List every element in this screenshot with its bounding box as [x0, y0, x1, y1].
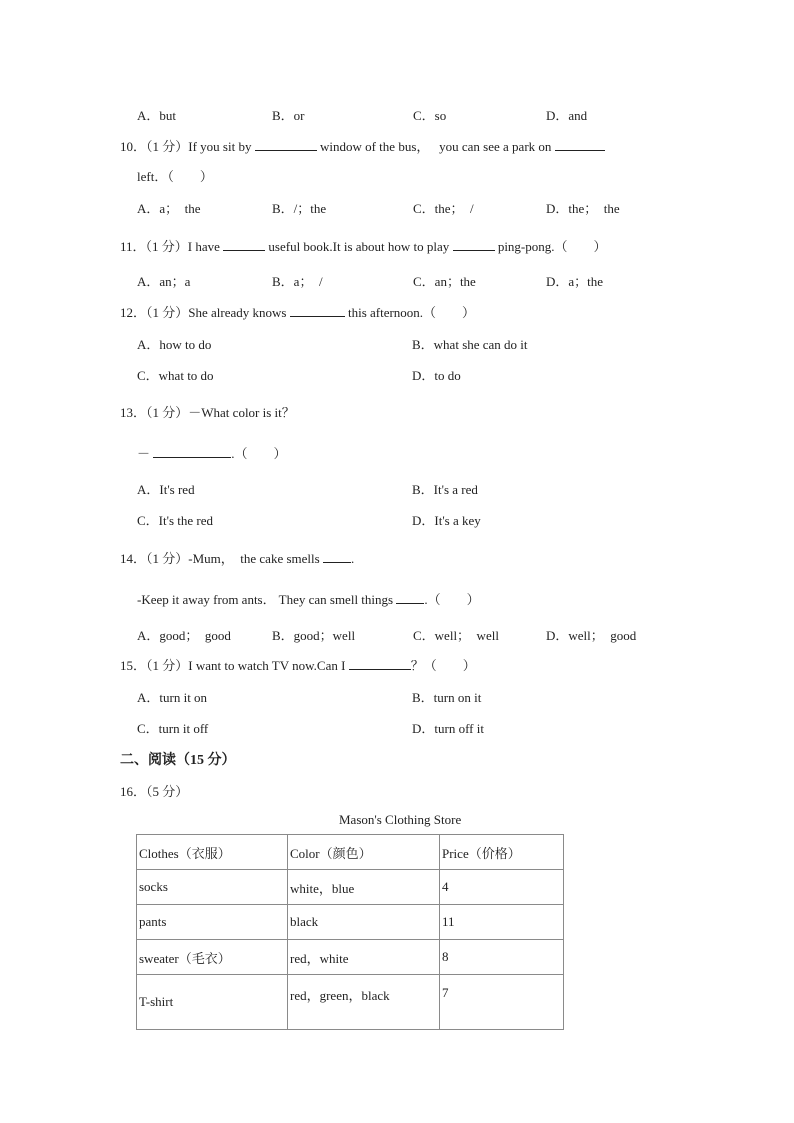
- q14-option-b[interactable]: B．good；well: [272, 628, 356, 643]
- table-cell: red，white: [288, 940, 440, 975]
- question-text: I want to watch TV now.Can I: [188, 658, 346, 673]
- question-number: 10．（1 分）: [120, 139, 189, 154]
- table-cell: 8: [440, 940, 564, 975]
- table-header-cell: Price（价格）: [440, 835, 564, 870]
- question-text: .（ ）: [424, 592, 480, 607]
- question-13-answer-line: [137, 443, 287, 462]
- table-cell: 4: [440, 870, 564, 905]
- q14-option-a[interactable]: A．good； good: [137, 628, 231, 643]
- q15-option-c[interactable]: C．turn it off: [137, 721, 209, 736]
- q15-option-b[interactable]: B．turn on it: [412, 690, 482, 705]
- table-row: [137, 870, 564, 905]
- answer-blank: [453, 239, 495, 251]
- question-text: window of the bus，: [319, 139, 430, 154]
- clothing-store-table: [136, 834, 564, 1030]
- question-text: -Mum， the cake smells: [188, 551, 320, 566]
- table-cell: socks: [137, 870, 288, 905]
- q9-option-a[interactable]: A．but: [137, 108, 177, 123]
- question-15: [120, 655, 476, 674]
- dialogue-dash: －: [137, 446, 151, 461]
- question-text: I have: [187, 239, 220, 254]
- question-text: -Keep it away from ants． They can smell things: [137, 592, 394, 607]
- section-heading: 二、阅读（15 分）: [120, 753, 236, 768]
- q11-option-b[interactable]: B．a； /: [272, 274, 323, 289]
- table-cell: red，green，black: [288, 975, 440, 1030]
- table-row: [137, 975, 564, 1030]
- q9-option-b[interactable]: B．or: [272, 108, 305, 123]
- q13-option-d[interactable]: D．It's a key: [412, 513, 481, 528]
- q12-option-c[interactable]: C．what to do: [137, 368, 214, 383]
- question-text: useful book.It is about how to play: [268, 239, 450, 254]
- question-text: this afternoon.（ ）: [347, 305, 476, 320]
- question-14: [120, 548, 354, 567]
- table-header-cell: Clothes（衣服）: [137, 835, 288, 870]
- q12-option-b[interactable]: B．what she can do it: [412, 337, 528, 352]
- question-10-cont: left．（ ）: [137, 169, 213, 184]
- q11-option-c[interactable]: C．an；the: [413, 274, 476, 289]
- table-cell: 11: [440, 905, 564, 940]
- question-16: 16．（5 分）: [120, 784, 189, 799]
- table-cell: 7: [440, 975, 564, 1030]
- question-11: [120, 236, 607, 255]
- q14-option-c[interactable]: C．well； well: [413, 628, 499, 643]
- table-cell: black: [288, 905, 440, 940]
- q12-option-d[interactable]: D．to do: [412, 368, 461, 383]
- question-text: .: [350, 551, 355, 566]
- table-cell: white，blue: [288, 870, 440, 905]
- q13-option-a[interactable]: A．It's red: [137, 482, 195, 497]
- answer-blank: [223, 239, 265, 251]
- answer-blank: [323, 551, 351, 563]
- q15-option-a[interactable]: A．turn it on: [137, 690, 208, 705]
- q15-option-d[interactable]: D．turn off it: [412, 721, 484, 736]
- answer-blank: [555, 139, 605, 151]
- question-number: 14．（1 分）: [120, 551, 189, 566]
- question-text: ping-pong.（ ）: [497, 239, 607, 254]
- question-text: you can see a park on: [439, 139, 552, 154]
- table-header-cell: Color（颜色）: [288, 835, 440, 870]
- question-text: She already knows: [188, 305, 287, 320]
- q10-option-b[interactable]: B．/；the: [272, 201, 327, 216]
- q9-option-d[interactable]: D．and: [546, 108, 588, 123]
- answer-blank: [153, 446, 231, 458]
- table-cell: sweater（毛衣）: [137, 940, 288, 975]
- q11-option-a[interactable]: A．an；a: [137, 274, 191, 289]
- q10-option-c[interactable]: C．the； /: [413, 201, 474, 216]
- question-12: [120, 302, 475, 321]
- q14-option-d[interactable]: D．well； good: [546, 628, 637, 643]
- q10-option-a[interactable]: A．a； the: [137, 201, 201, 216]
- table-row: [137, 905, 564, 940]
- table-header-row: [137, 835, 564, 870]
- q12-option-a[interactable]: A．how to do: [137, 337, 212, 352]
- question-text: .（ ）: [231, 446, 287, 461]
- question-13: [120, 402, 295, 421]
- q13-option-c[interactable]: C．It's the red: [137, 513, 213, 528]
- question-number: 11．（1 分）: [120, 239, 188, 254]
- question-text: －What color is it？: [188, 405, 295, 420]
- q13-option-b[interactable]: B．It's a red: [412, 482, 478, 497]
- answer-blank: [290, 305, 345, 317]
- question-number: 13．（1 分）: [120, 405, 189, 420]
- question-14-line2: [137, 589, 480, 608]
- answer-blank: [396, 592, 424, 604]
- q11-option-d[interactable]: D．a；the: [546, 274, 604, 289]
- q10-option-d[interactable]: D．the； the: [546, 201, 620, 216]
- question-text: ？（ ）: [410, 658, 476, 673]
- table-cell: T-shirt: [137, 975, 288, 1030]
- table-title: Mason's Clothing Store: [339, 812, 462, 827]
- question-number: 15．（1 分）: [120, 658, 189, 673]
- table-row: [137, 940, 564, 975]
- answer-blank: [255, 139, 317, 151]
- question-10: [120, 136, 605, 155]
- table-cell: pants: [137, 905, 288, 940]
- question-number: 12．（1 分）: [120, 305, 189, 320]
- answer-blank: [349, 658, 411, 670]
- question-text: If you sit by: [188, 139, 252, 154]
- q9-option-c[interactable]: C．so: [413, 108, 447, 123]
